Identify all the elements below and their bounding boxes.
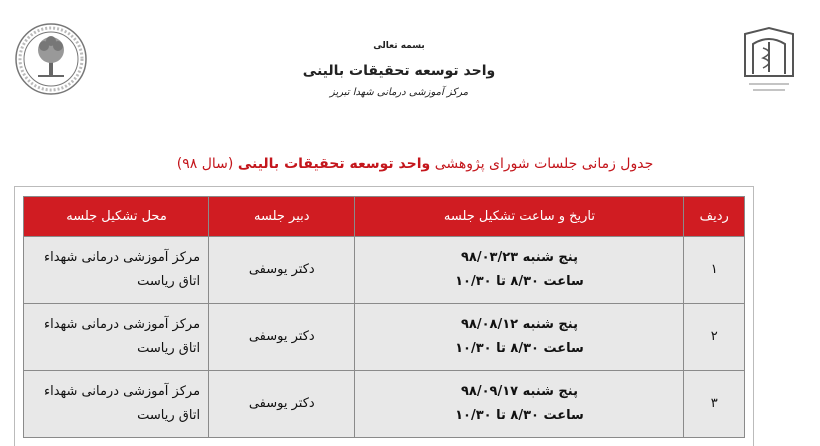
location-line2: اتاق ریاست xyxy=(137,408,201,423)
location-line1: مرکز آموزشی درمانی شهداء xyxy=(43,384,201,399)
title-suffix: (سال ۹۸) xyxy=(176,156,234,172)
tree-seal-icon xyxy=(14,22,88,96)
table-header-row xyxy=(24,197,745,237)
session-location xyxy=(24,237,209,304)
location-line1: مرکز آموزشی درمانی شهداء xyxy=(43,250,201,265)
center-name: مرکز آموزشی درمانی شهدا تبریز xyxy=(329,87,469,98)
session-time: ساعت ۸/۳۰ تا ۱۰/۳۰ xyxy=(455,408,584,423)
title-prefix: جدول زمانی جلسات شورای پژوهشی xyxy=(434,156,654,172)
row-number: ۲ xyxy=(684,304,745,371)
location-line1: مرکز آموزشی درمانی شهداء xyxy=(43,317,201,332)
location-line2: اتاق ریاست xyxy=(137,274,201,289)
row-number: ۱ xyxy=(684,237,745,304)
title-emphasis: واحد توسعه تحقیقات بالینی xyxy=(237,156,431,172)
unit-name: واحد توسعه تحقیقات بالینی xyxy=(302,63,496,79)
letterhead xyxy=(300,40,498,100)
basmala: بسمه تعالی xyxy=(373,41,425,51)
session-datetime xyxy=(355,304,684,371)
table-row xyxy=(24,237,745,304)
table-row xyxy=(24,304,745,371)
header-location: محل تشکیل جلسه xyxy=(24,197,209,237)
schedule-table xyxy=(23,196,745,438)
session-location xyxy=(24,304,209,371)
header-secretary: دبیر جلسه xyxy=(209,197,355,237)
page-title xyxy=(150,153,680,175)
session-datetime xyxy=(355,371,684,438)
session-time: ساعت ۸/۳۰ تا ۱۰/۳۰ xyxy=(455,341,584,356)
session-location xyxy=(24,371,209,438)
table-row xyxy=(24,371,745,438)
session-secretary: دکتر یوسفی xyxy=(209,304,355,371)
row-number: ۳ xyxy=(684,371,745,438)
session-date: پنج شنبه ۹۸/۰۳/۲۳ xyxy=(460,250,578,265)
header-row-no: ردیف xyxy=(684,197,745,237)
session-secretary: دکتر یوسفی xyxy=(209,371,355,438)
header-datetime: تاریخ و ساعت تشکیل جلسه xyxy=(355,197,684,237)
location-line2: اتاق ریاست xyxy=(137,341,201,356)
university-emblem-icon xyxy=(737,26,801,98)
session-time: ساعت ۸/۳۰ تا ۱۰/۳۰ xyxy=(455,274,584,289)
session-date: پنج شنبه ۹۸/۰۹/۱۷ xyxy=(460,384,578,399)
session-date: پنج شنبه ۹۸/۰۸/۱۲ xyxy=(460,317,578,332)
session-secretary: دکتر یوسفی xyxy=(209,237,355,304)
session-datetime xyxy=(355,237,684,304)
